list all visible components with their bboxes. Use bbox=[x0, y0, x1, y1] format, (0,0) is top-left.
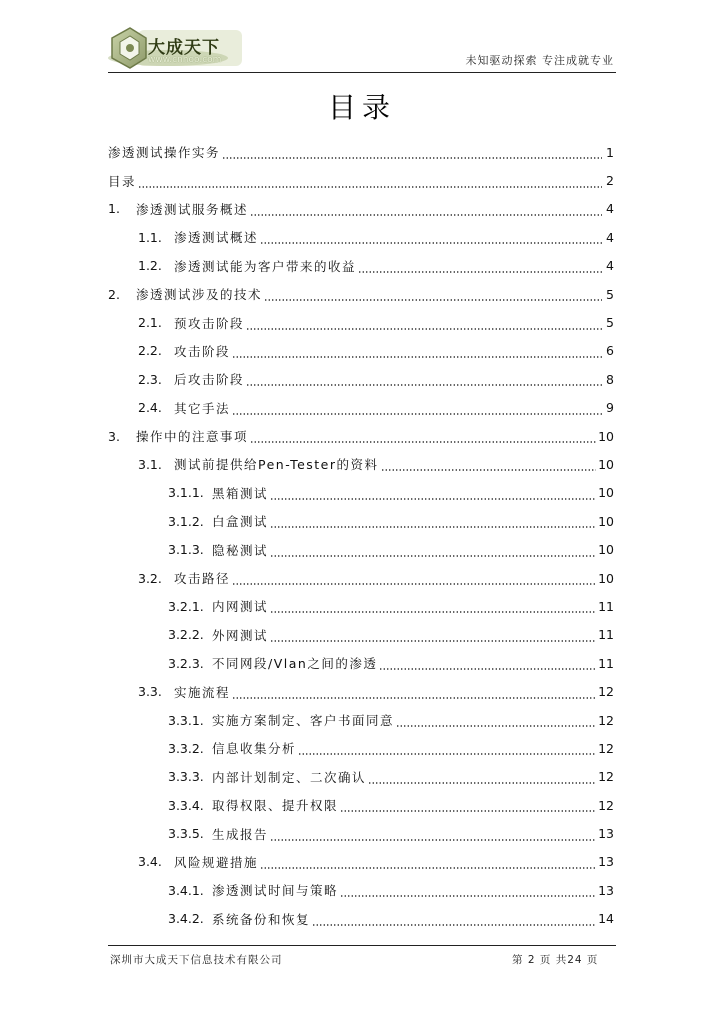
toc-entry-number: 2.4. bbox=[138, 400, 162, 416]
page-title: 目录 bbox=[327, 91, 396, 124]
dot-leader bbox=[270, 519, 596, 529]
dot-leader bbox=[232, 690, 596, 700]
toc-entry-number: 3.1.2. bbox=[168, 513, 204, 529]
toc-entry-title: 渗透测试操作实务 bbox=[108, 145, 221, 161]
toc-entry-page: 13 bbox=[598, 854, 614, 870]
dot-leader bbox=[250, 434, 596, 444]
toc-entry[interactable] bbox=[108, 394, 614, 422]
toc-entry-number: 1.2. bbox=[138, 258, 162, 274]
toc-entry-page: 11 bbox=[598, 598, 614, 614]
toc-entry-page: 8 bbox=[606, 371, 614, 387]
toc-entry[interactable] bbox=[108, 252, 614, 280]
toc-entry-number: 3.1.3. bbox=[168, 542, 204, 558]
toc-entry-title: 实施流程 bbox=[174, 684, 231, 700]
toc-entry-title: 内网测试 bbox=[212, 599, 269, 615]
toc-entry[interactable] bbox=[108, 876, 614, 904]
toc-entry[interactable] bbox=[108, 138, 614, 166]
toc-entry-number: 3.2. bbox=[138, 570, 162, 586]
toc-entry-title: 实施方案制定、客户书面同意 bbox=[212, 713, 395, 728]
dot-leader bbox=[381, 462, 597, 472]
toc-entry-page: 10 bbox=[598, 542, 614, 558]
toc-entry-number: 3.3.1. bbox=[168, 712, 204, 728]
toc-entry-page: 12 bbox=[598, 797, 614, 813]
toc-entry-page: 2 bbox=[606, 173, 614, 189]
dot-leader bbox=[222, 150, 602, 160]
toc-entry[interactable] bbox=[108, 848, 614, 876]
toc-entry[interactable] bbox=[108, 507, 614, 535]
toc-entry-title: 其它手法 bbox=[174, 400, 231, 416]
toc-entry-page: 11 bbox=[598, 655, 614, 671]
dot-leader bbox=[138, 179, 602, 189]
toc-entry[interactable] bbox=[108, 195, 614, 223]
toc-entry-number: 3.1.1. bbox=[168, 485, 204, 501]
toc-entry[interactable] bbox=[108, 450, 614, 478]
toc-entry-title: 测试前提供给Pen-Tester的资料 bbox=[174, 457, 379, 473]
dot-leader bbox=[264, 292, 602, 302]
toc-entry-number: 3.1. bbox=[138, 456, 162, 472]
toc-entry[interactable] bbox=[108, 479, 614, 507]
toc-entry[interactable] bbox=[108, 337, 614, 365]
toc-entry-title: 内部计划制定、二次确认 bbox=[212, 769, 367, 785]
page-header bbox=[108, 24, 616, 74]
toc-entry-title: 目录 bbox=[108, 173, 137, 189]
toc-entry[interactable] bbox=[108, 308, 614, 336]
dot-leader bbox=[298, 746, 596, 756]
toc-entry-page: 10 bbox=[598, 456, 614, 472]
toc-entry-page: 4 bbox=[606, 258, 614, 274]
toc-entry-number: 3.3.2. bbox=[168, 740, 204, 756]
dot-leader bbox=[246, 321, 602, 331]
toc-entry-page: 5 bbox=[606, 315, 614, 331]
dot-leader bbox=[246, 377, 602, 387]
toc-entry-page: 12 bbox=[598, 740, 614, 756]
toc-entry-number: 3.4.2. bbox=[168, 911, 204, 927]
dot-leader bbox=[270, 548, 596, 558]
toc-entry-title: 黑箱测试 bbox=[212, 485, 269, 501]
toc-entry[interactable] bbox=[108, 706, 614, 734]
dot-leader bbox=[232, 406, 602, 416]
toc-entry-title: 渗透测试时间与策略 bbox=[212, 883, 339, 899]
toc-entry-title: 渗透测试能为客户带来的收益 bbox=[174, 258, 357, 274]
header-rule bbox=[108, 72, 616, 73]
toc-entry-number: 3.4. bbox=[138, 854, 162, 870]
toc-entry-page: 5 bbox=[606, 286, 614, 302]
footer-rule bbox=[108, 945, 616, 946]
toc-entry-title: 系统备份和恢复 bbox=[212, 911, 311, 927]
toc-entry-number: 3. bbox=[108, 428, 120, 444]
toc-entry[interactable] bbox=[108, 791, 614, 819]
dot-leader bbox=[396, 718, 596, 728]
footer-company: 深圳市大成天下信息技术有限公司 bbox=[110, 954, 283, 966]
table-of-contents bbox=[108, 138, 614, 933]
toc-entry-page: 4 bbox=[606, 201, 614, 217]
toc-entry[interactable] bbox=[108, 564, 614, 592]
dot-leader bbox=[270, 604, 596, 614]
toc-entry-title: 后攻击阶段 bbox=[174, 372, 245, 388]
toc-entry-page: 13 bbox=[598, 826, 614, 842]
dot-leader bbox=[232, 576, 596, 586]
toc-entry[interactable] bbox=[108, 734, 614, 762]
dot-leader bbox=[232, 349, 602, 359]
toc-entry-number: 3.3.4. bbox=[168, 797, 204, 813]
toc-entry-number: 3.2.3. bbox=[168, 655, 204, 671]
toc-entry-page: 14 bbox=[598, 911, 614, 927]
dot-leader bbox=[340, 803, 596, 813]
toc-entry-page: 6 bbox=[606, 343, 614, 359]
logo-text: 大成天下 bbox=[148, 38, 220, 58]
toc-entry-number: 1. bbox=[108, 201, 120, 217]
toc-entry-page: 11 bbox=[598, 627, 614, 643]
toc-entry-number: 3.2.2. bbox=[168, 627, 204, 643]
toc-entry-title: 不同网段/Vlan之间的渗透 bbox=[212, 656, 378, 672]
toc-entry-title: 隐秘测试 bbox=[212, 542, 269, 558]
dot-leader bbox=[260, 235, 602, 245]
toc-entry[interactable] bbox=[108, 621, 614, 649]
dot-leader bbox=[270, 491, 596, 501]
toc-entry-number: 2.2. bbox=[138, 343, 162, 359]
toc-entry-page: 4 bbox=[606, 229, 614, 245]
toc-entry[interactable] bbox=[108, 819, 614, 847]
toc-entry[interactable] bbox=[108, 422, 614, 450]
dot-leader bbox=[312, 917, 596, 927]
toc-entry-title: 风险规避措施 bbox=[174, 854, 259, 870]
toc-entry-page: 12 bbox=[598, 684, 614, 700]
header-tagline: 未知驱动探索 专注成就专业 bbox=[465, 54, 614, 67]
toc-entry[interactable] bbox=[108, 592, 614, 620]
dot-leader bbox=[270, 832, 596, 842]
toc-entry-number: 3.3.3. bbox=[168, 769, 204, 785]
company-logo bbox=[108, 24, 244, 70]
toc-entry-title: 白盒测试 bbox=[212, 514, 269, 530]
toc-entry-number: 3.3. bbox=[138, 684, 162, 700]
logo-url: www.cnhoo.com bbox=[148, 55, 222, 65]
toc-entry[interactable] bbox=[108, 905, 614, 933]
toc-entry-page: 12 bbox=[598, 712, 614, 728]
dot-leader bbox=[270, 633, 596, 643]
dot-leader bbox=[340, 888, 596, 898]
dot-leader bbox=[379, 661, 596, 671]
toc-entry[interactable] bbox=[108, 535, 614, 563]
toc-entry-number: 3.3.5. bbox=[168, 826, 204, 842]
toc-entry-title: 渗透测试概述 bbox=[174, 230, 259, 246]
dot-leader bbox=[358, 264, 602, 274]
toc-entry-number: 3.4.1. bbox=[168, 882, 204, 898]
dot-leader bbox=[260, 860, 596, 870]
toc-entry-title: 渗透测试服务概述 bbox=[136, 201, 249, 217]
toc-entry-number: 1.1. bbox=[138, 229, 162, 245]
toc-entry-page: 13 bbox=[598, 882, 614, 898]
toc-entry-title: 攻击阶段 bbox=[174, 343, 231, 359]
dot-leader bbox=[250, 207, 602, 217]
toc-entry-title: 外网测试 bbox=[212, 627, 269, 643]
footer-page-info: 第 2 页 共24 页 bbox=[512, 954, 599, 966]
toc-entry[interactable] bbox=[108, 763, 614, 791]
toc-entry-page: 10 bbox=[598, 485, 614, 501]
toc-entry-page: 12 bbox=[598, 769, 614, 785]
toc-entry[interactable] bbox=[108, 223, 614, 251]
toc-entry-number: 2.1. bbox=[138, 315, 162, 331]
toc-entry-page: 9 bbox=[606, 400, 614, 416]
toc-entry[interactable] bbox=[108, 649, 614, 677]
toc-entry-title: 操作中的注意事项 bbox=[136, 429, 249, 445]
toc-entry-title: 预攻击阶段 bbox=[174, 315, 245, 331]
toc-entry-page: 10 bbox=[598, 570, 614, 586]
toc-entry-title: 取得权限、提升权限 bbox=[212, 798, 339, 814]
toc-entry[interactable] bbox=[108, 365, 614, 393]
toc-entry-number: 3.2.1. bbox=[168, 598, 204, 614]
toc-entry[interactable] bbox=[108, 280, 614, 308]
toc-entry-number: 2.3. bbox=[138, 371, 162, 387]
toc-entry[interactable] bbox=[108, 166, 614, 194]
toc-entry-page: 1 bbox=[606, 144, 614, 160]
toc-entry[interactable] bbox=[108, 677, 614, 705]
toc-entry-page: 10 bbox=[598, 513, 614, 529]
toc-entry-title: 生成报告 bbox=[212, 826, 269, 842]
toc-entry-title: 信息收集分析 bbox=[212, 741, 297, 757]
toc-entry-title: 攻击路径 bbox=[174, 571, 231, 587]
toc-entry-number: 2. bbox=[108, 286, 120, 302]
toc-entry-title: 渗透测试涉及的技术 bbox=[136, 287, 263, 303]
dot-leader bbox=[368, 775, 596, 785]
toc-entry-page: 10 bbox=[598, 428, 614, 444]
